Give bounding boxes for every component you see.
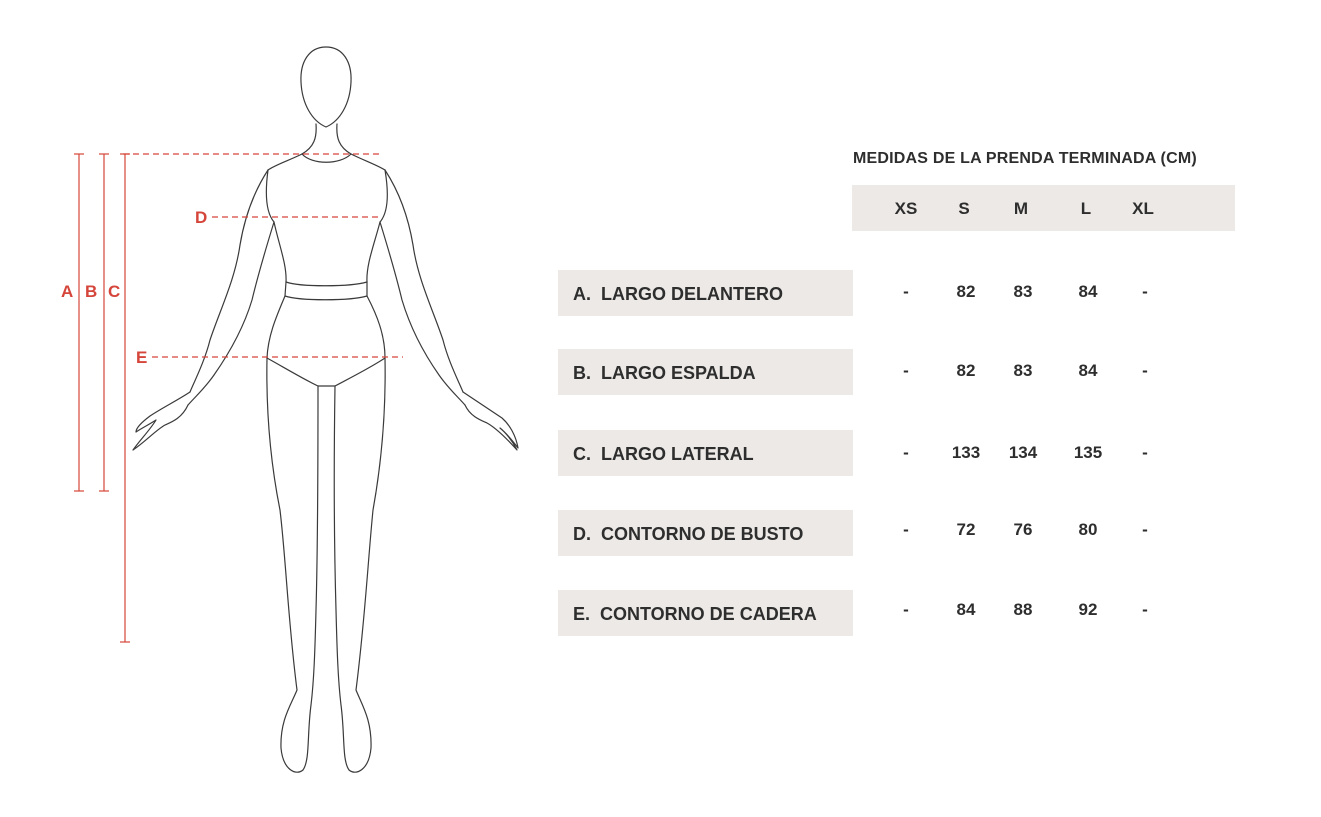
row-label-largo-delantero (558, 270, 853, 316)
table-cell: - (903, 282, 909, 301)
size-header-m: M (1013, 199, 1029, 218)
table-cell: 83 (1013, 282, 1033, 301)
row-letter: C. (573, 444, 591, 464)
size-header-s: S (958, 199, 970, 218)
table-cell: - (903, 361, 909, 380)
table-cell: 80 (1078, 520, 1098, 539)
mannequin-outline (133, 47, 518, 772)
table-cell: - (903, 520, 909, 539)
guide-label-a: A (61, 282, 74, 301)
guide-label-e: E (136, 348, 148, 367)
row-name: LARGO ESPALDA (601, 363, 756, 383)
table-cell: - (1142, 600, 1148, 619)
table-cell: - (903, 443, 909, 462)
table-cell: 134 (1008, 443, 1038, 462)
size-header-xs: XS (894, 199, 918, 218)
table-cell: 76 (1013, 520, 1033, 539)
size-header-l: L (1080, 199, 1092, 218)
table-cell: 82 (956, 361, 976, 380)
row-name: LARGO LATERAL (601, 444, 754, 464)
size-header-xl: XL (1132, 199, 1154, 218)
row-letter: B. (573, 363, 591, 383)
guide-label-c: C (108, 282, 121, 301)
table-cell: - (1142, 282, 1148, 301)
table-cell: - (1142, 443, 1148, 462)
row-name: CONTORNO DE CADERA (600, 604, 817, 624)
row-label-contorno-de-cadera (558, 590, 853, 636)
row-letter: A. (573, 284, 591, 304)
row-label-largo-lateral (558, 430, 853, 476)
table-cell: 92 (1078, 600, 1098, 619)
table-cell: 84 (1078, 361, 1098, 380)
table-cell: 135 (1073, 443, 1103, 462)
table-title: MEDIDAS DE LA PRENDA TERMINADA (CM) (853, 150, 1197, 167)
guide-label-d: D (195, 208, 208, 227)
body-measurement-figure (0, 0, 540, 817)
table-cell: 133 (951, 443, 981, 462)
table-cell: - (1142, 520, 1148, 539)
table-cell: 82 (956, 282, 976, 301)
row-name: CONTORNO DE BUSTO (601, 524, 804, 544)
table-cell: - (1142, 361, 1148, 380)
row-label-contorno-de-busto (558, 510, 853, 556)
row-name: LARGO DELANTERO (601, 284, 783, 304)
size-header-row (852, 185, 1235, 231)
table-cell: 84 (1078, 282, 1098, 301)
guide-label-b: B (85, 282, 98, 301)
table-cell: 72 (956, 520, 976, 539)
row-label-largo-espalda (558, 349, 853, 395)
row-letter: D. (573, 524, 591, 544)
table-cell: 84 (956, 600, 976, 619)
measurement-guides (74, 154, 403, 642)
table-cell: 88 (1013, 600, 1033, 619)
table-cell: 83 (1013, 361, 1033, 380)
table-cell: - (903, 600, 909, 619)
row-letter: E. (573, 604, 591, 624)
